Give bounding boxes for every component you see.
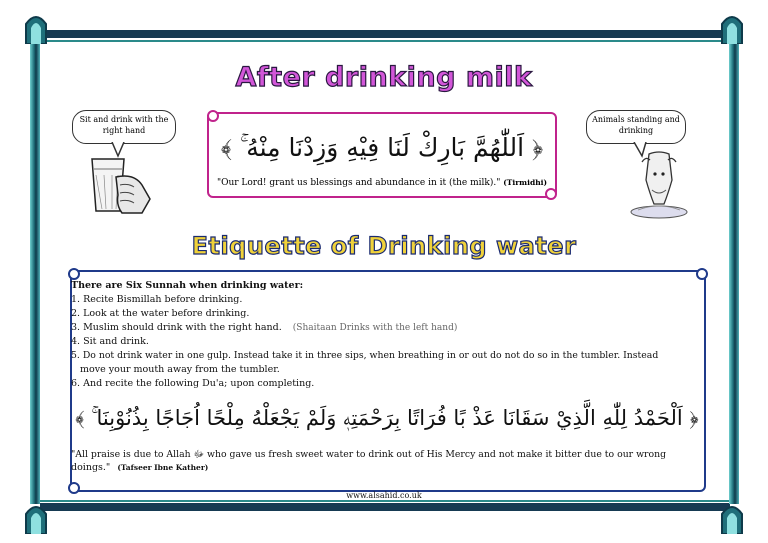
sunnah-item-3 <box>71 322 457 333</box>
sunnah-item-5-continued: move your mouth away from the tumbler. <box>80 364 280 375</box>
milk-dua-translation <box>209 178 555 188</box>
sunnah-item-3-note: (Shaitaan Drinks with the left hand) <box>292 323 458 333</box>
milk-translation-text: "Our Lord! grant us blessings and abundance in it (the milk)." <box>216 178 501 188</box>
water-dua-arabic: ﴿ اَلْحَمْدُ لِلّٰهِ الَّذِيْ سَقَانَا عَذْ بًا فُرَاتًا بِرَحْمَتِهٖ وَلَمْ يَجْعَلْهُ مِلْحًا اُجَاجًا بِذُنُوْبِنَا ۚ ﴾ <box>75 406 699 430</box>
hand-holding-glass-illustration <box>72 155 152 217</box>
corner-ornament-top-left <box>22 10 50 44</box>
milk-translation-source: (Tirmidhi) <box>503 178 548 187</box>
speech-bubble-right: Animals standing and drinking <box>586 110 686 144</box>
water-translation-source: (Tafseer Ibne Kather) <box>117 463 209 472</box>
sunnah-item-5: 5. Do not drink water in one gulp. Instead take it in three sips, when breathing in or out do not do so in the tumbler. Instead <box>71 350 659 361</box>
sunnah-item-6: 6. And recite the following Du'a; upon completing. <box>71 378 315 389</box>
frame-left <box>30 42 40 504</box>
water-translation-line-1: "All praise is due to Allah ﷻ who gave us fresh sweet water to drink out of His Mercy and not make it bitter due to our wrong <box>71 449 667 460</box>
scroll-curl-icon <box>205 108 221 124</box>
water-translation-end: doings." <box>71 462 111 473</box>
footer-website[interactable]: www.alsahid.co.uk <box>346 491 422 500</box>
frame-bottom <box>40 503 730 511</box>
sunnah-item-3-text: 3. Muslim should drink with the right hand. <box>71 322 282 333</box>
sunnah-item-4: 4. Sit and drink. <box>71 336 149 347</box>
scroll-curl-icon <box>694 266 710 282</box>
speech-bubble-left: Sit and drink with the right hand <box>72 110 176 144</box>
milk-dua-scroll <box>207 112 557 198</box>
frame-top <box>40 30 730 38</box>
milk-dua-arabic: ﴿ اَللّٰهُمَّ بَارِكْ لَنَا فِيْهِ وَزِدْنَا مِنْهُ ۚ ﴾ <box>220 133 544 162</box>
sunnah-item-1: 1. Recite Bismillah before drinking. <box>71 294 243 305</box>
title-after-drinking-milk: After drinking milk <box>235 62 533 93</box>
corner-ornament-top-right <box>718 10 746 44</box>
frame-right <box>729 42 739 504</box>
title-etiquette-of-drinking-water: Etiquette of Drinking water <box>191 232 577 260</box>
corner-ornament-bottom-left <box>22 500 50 534</box>
sunnah-heading: There are Six Sunnah when drinking water: <box>71 280 304 291</box>
cow-drinking-illustration <box>624 150 694 222</box>
sunnah-item-2: 2. Look at the water before drinking. <box>71 308 250 319</box>
frame-bottom-inner <box>40 500 730 502</box>
corner-ornament-bottom-right <box>718 500 746 534</box>
water-translation-line-2 <box>71 462 208 473</box>
scroll-curl-icon <box>543 186 559 202</box>
frame-top-inner <box>40 40 730 42</box>
